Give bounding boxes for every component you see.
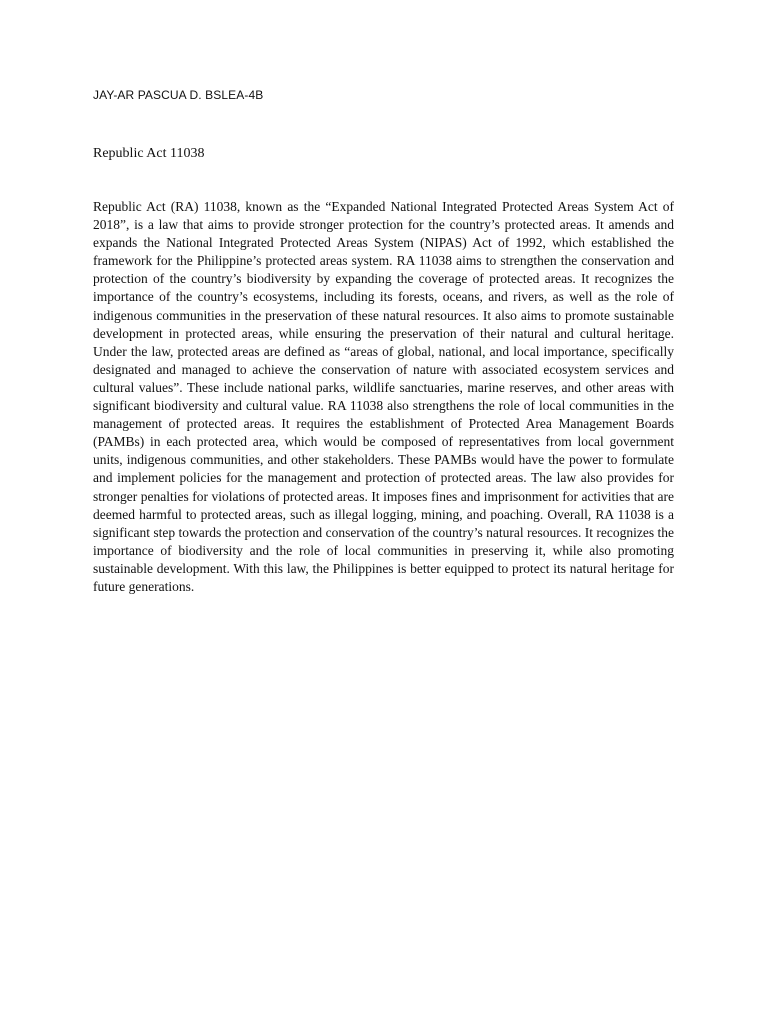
body-paragraph: Republic Act (RA) 11038, known as the “Expanded National Integrated Protected Areas System Act of 2018”, is a law that aims to provide stronger protection for the country’s protected areas. It amends and expands the National Integrated Protected Areas System (NIPAS) Act of 1992, which established the framework for the Philippine’s protected areas system. RA 11038 aims to strengthen the conservation and protection of the country’s biodiversity by expanding the coverage of protected areas. It recognizes the importance of the country’s ecosystems, including its forests, oceans, and rivers, as well as the role of indigenous communities in the preservation of these natural resources. It also aims to promote sustainable development in protected areas, while ensuring the preservation of their natural and cultural heritage. Under the law, protected areas are defined as “areas of global, national, and local importance, specifically designated and managed to achieve the conservation of nature with associated ecosystem services and cultural values”. These include national parks, wildlife sanctuaries, marine reserves, and other areas with significant biodiversity and cultural value. RA 11038 also strengthens the role of local communities in the management of protected areas. It requires the establishment of Protected Area Management Boards (PAMBs) in each protected area, which would be composed of representatives from local government units, indigenous communities, and other stakeholders. These PAMBs would have the power to formulate and implement policies for the management and protection of protected areas. The law also provides for stronger penalties for violations of protected areas. It imposes fines and imprisonment for activities that are deemed harmful to protected areas, such as illegal logging, mining, and poaching. Overall, RA 11038 is a significant step towards the protection and conservation of the country’s natural resources. It recognizes the importance of biodiversity and the role of local communities in preserving it, while also promoting sustainable development. With this law, the Philippines is better equipped to protect its natural heritage for future generations.: [93, 199, 674, 594]
document-title: Republic Act 11038: [93, 146, 205, 161]
author-line: JAY-AR PASCUA D. BSLEA-4B: [93, 88, 264, 102]
